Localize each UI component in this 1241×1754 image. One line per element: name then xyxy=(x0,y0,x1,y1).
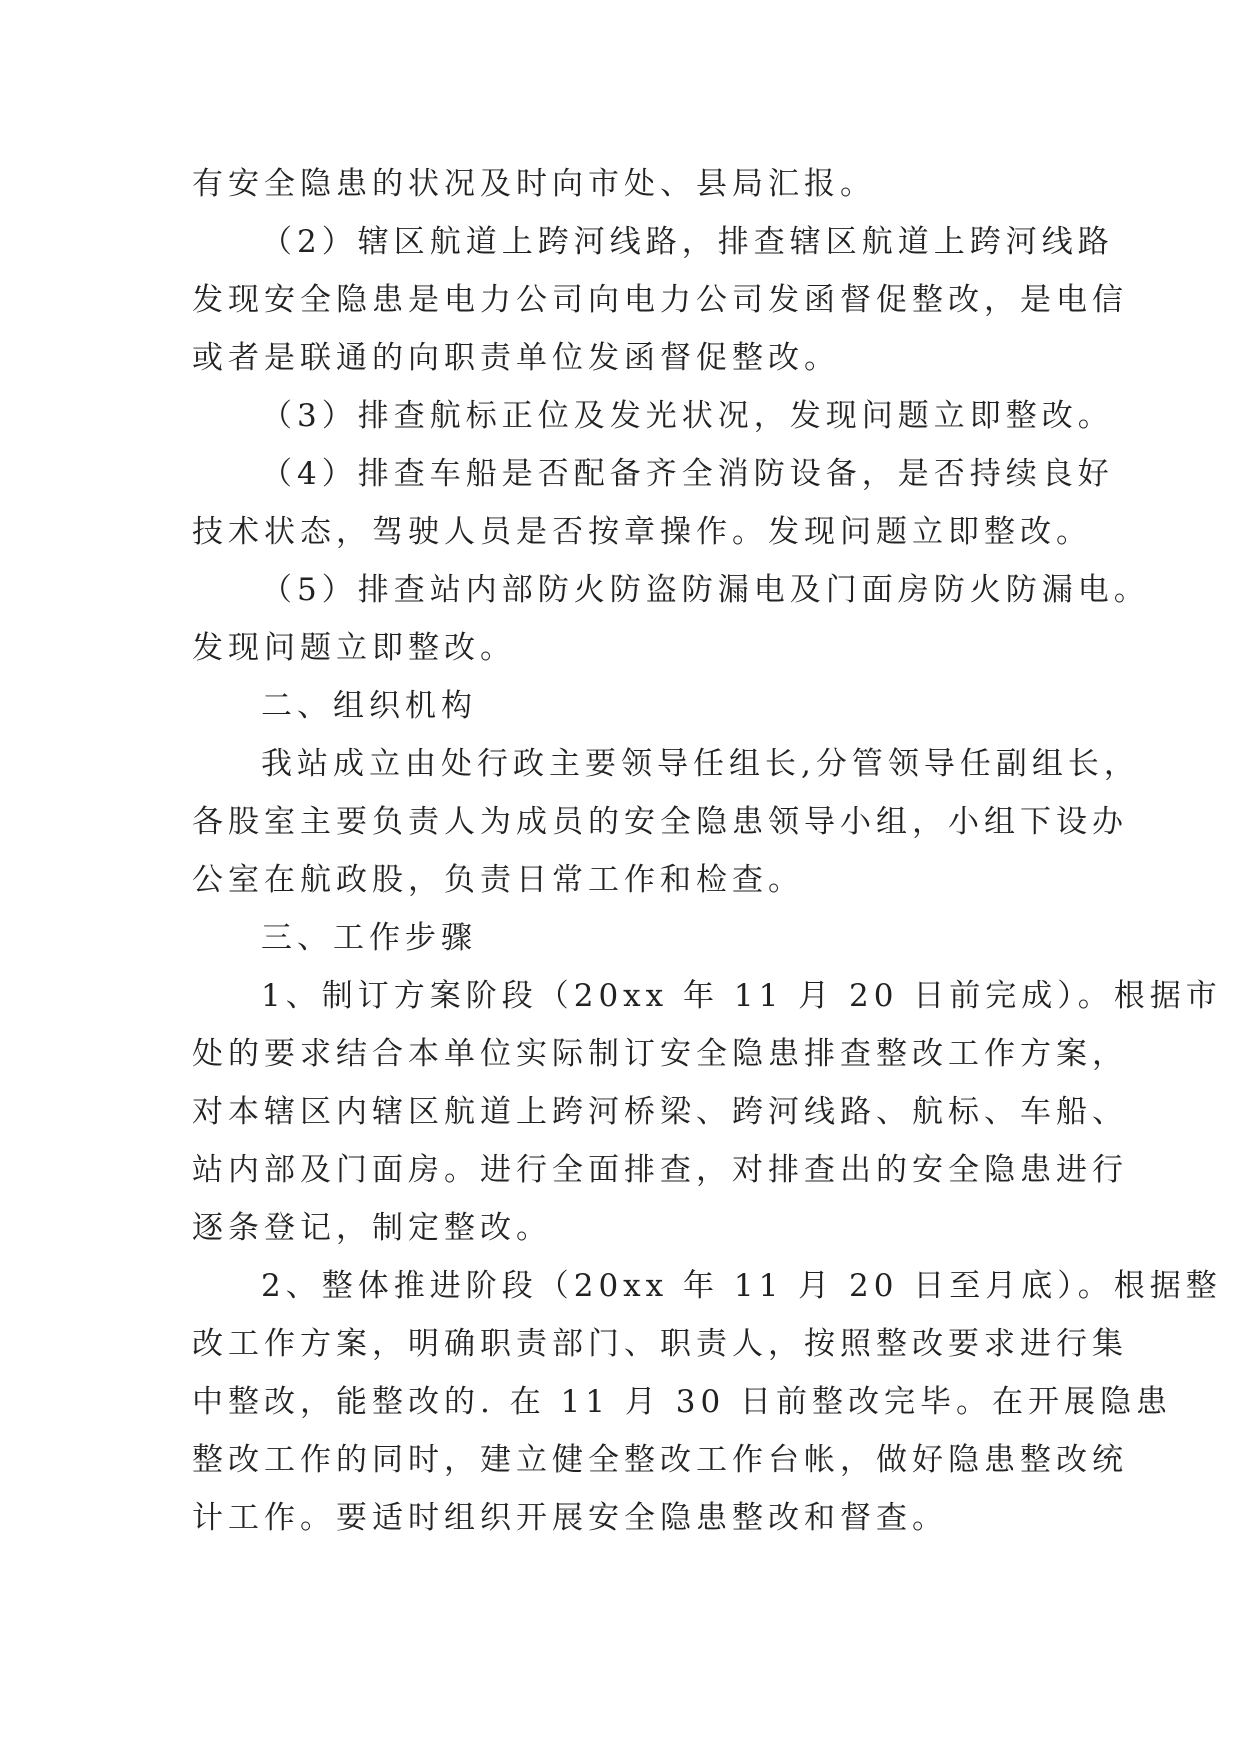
text-line-1: 有安全隐患的状况及时向市处、县局汇报。 xyxy=(192,166,876,202)
text-line-21: 改工作方案，明确职责部门、职责人，按照整改要求进行集 xyxy=(192,1326,1128,1362)
text-line-23: 整改工作的同时，建立健全整改工作台帐，做好隐患整改统 xyxy=(192,1442,1128,1478)
text-line-13: 公室在航政股，负责日常工作和检查。 xyxy=(192,862,804,898)
text-line-9: 发现问题立即整改。 xyxy=(192,630,516,666)
section-heading-organization: 二、组织机构 xyxy=(261,688,477,724)
document-body xyxy=(192,155,1222,1547)
text-line-16: 处的要求结合本单位实际制订安全隐患排查整改工作方案， xyxy=(192,1036,1128,1072)
text-line-3: 发现安全隐患是电力公司向电力公司发函督促整改，是电信 xyxy=(192,282,1128,318)
section-heading-steps: 三、工作步骤 xyxy=(261,920,477,956)
text-line-6: （4）排查车船是否配备齐全消防设备，是否持续良好 xyxy=(261,456,1114,492)
text-line-12: 各股室主要负责人为成员的安全隐患领导小组，小组下设办 xyxy=(192,804,1128,840)
text-line-17: 对本辖区内辖区航道上跨河桥梁、跨河线路、航标、车船、 xyxy=(192,1094,1128,1130)
text-line-2: （2）辖区航道上跨河线路，排查辖区航道上跨河线路 xyxy=(261,224,1114,260)
text-line-22: 中整改，能整改的. 在 11 月 30 日前整改完毕。在开展隐患 xyxy=(192,1384,1173,1420)
text-line-5: （3）排查航标正位及发光状况，发现问题立即整改。 xyxy=(261,398,1114,434)
text-line-8: （5）排查站内部防火防盗防漏电及门面房防火防漏电。 xyxy=(261,572,1150,608)
text-line-18: 站内部及门面房。进行全面排查，对排查出的安全隐患进行 xyxy=(192,1152,1128,1188)
text-line-20: 2、整体推进阶段（20xx 年 11 月 20 日至月底）。根据整 xyxy=(261,1268,1222,1304)
text-line-15: 1、制订方案阶段（20xx 年 11 月 20 日前完成）。根据市 xyxy=(261,978,1222,1014)
text-line-24: 计工作。要适时组织开展安全隐患整改和督查。 xyxy=(192,1500,948,1536)
text-line-19: 逐条登记，制定整改。 xyxy=(192,1210,552,1246)
text-line-7: 技术状态，驾驶人员是否按章操作。发现问题立即整改。 xyxy=(192,514,1092,550)
text-line-4: 或者是联通的向职责单位发函督促整改。 xyxy=(192,340,840,376)
text-line-11: 我站成立由处行政主要领导任组长,分管领导任副组长， xyxy=(261,746,1140,782)
